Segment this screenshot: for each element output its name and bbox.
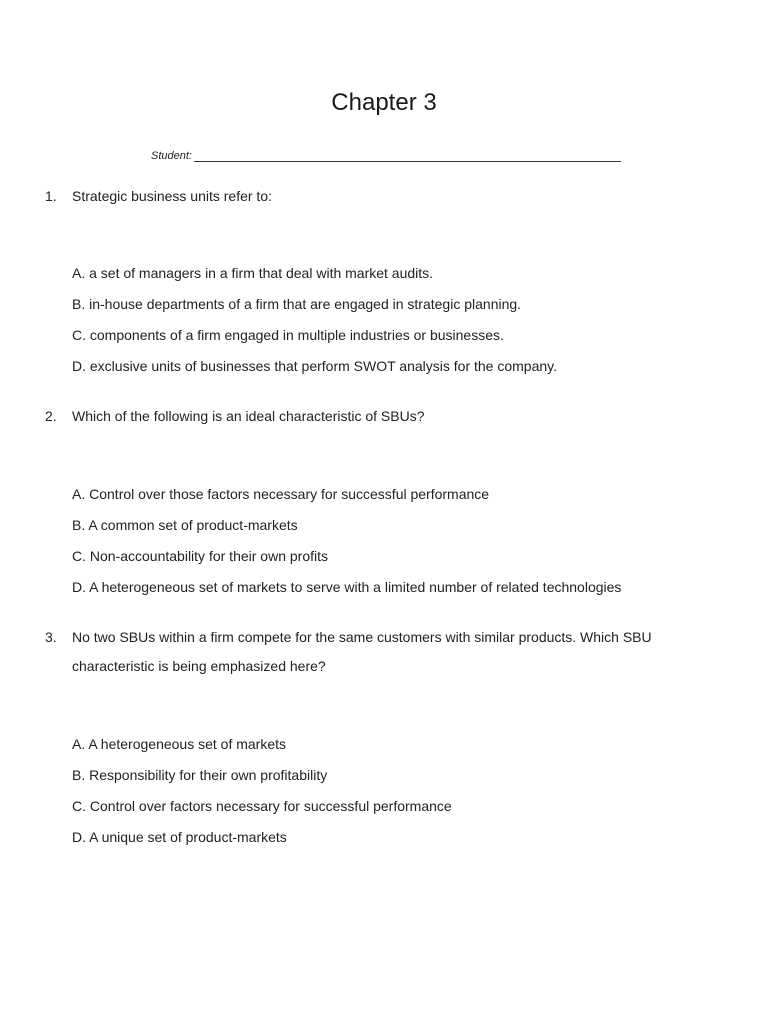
- question-text: Strategic business units refer to:: [72, 188, 272, 204]
- answer-option-a: A. A heterogeneous set of markets: [72, 736, 287, 752]
- question-text: Which of the following is an ideal characteristic of SBUs?: [72, 408, 425, 424]
- answer-option-c: C. Control over factors necessary for successful performance: [72, 798, 452, 814]
- question-number: 3.: [45, 629, 57, 645]
- answer-option-b: B. A common set of product-markets: [72, 517, 298, 533]
- question-text: No two SBUs within a firm compete for the same customers with similar products. Which SBU characteristic is being emphasized here?: [72, 629, 652, 674]
- answer-option-d: D. A unique set of product-markets: [72, 829, 287, 845]
- student-name-underline: [194, 150, 621, 162]
- answer-option-c: C. Non-accountability for their own profits: [72, 548, 328, 564]
- student-name-field[interactable]: [151, 148, 621, 162]
- page-title: Chapter 3: [331, 89, 437, 116]
- answer-option-b: B. Responsibility for their own profitability: [72, 767, 328, 783]
- answer-option-c: C. components of a firm engaged in multiple industries or businesses.: [72, 327, 504, 343]
- answer-option-a: A. Control over those factors necessary for successful performance: [72, 486, 490, 502]
- student-label: Student:: [151, 150, 192, 162]
- answer-options: [72, 479, 732, 603]
- answer-option-d: D. A heterogeneous set of markets to serve with a limited number of related technologies: [72, 579, 622, 595]
- answer-option-b: B. in-house departments of a firm that are engaged in strategic planning.: [72, 296, 522, 312]
- answer-options: [72, 258, 732, 382]
- answer-option-d: D. exclusive units of businesses that perform SWOT analysis for the company.: [72, 358, 558, 374]
- answer-option-a: A. a set of managers in a firm that deal with market audits.: [72, 265, 434, 281]
- question-number: 1.: [45, 188, 57, 204]
- answer-options: [72, 729, 732, 853]
- question-number: 2.: [45, 408, 57, 424]
